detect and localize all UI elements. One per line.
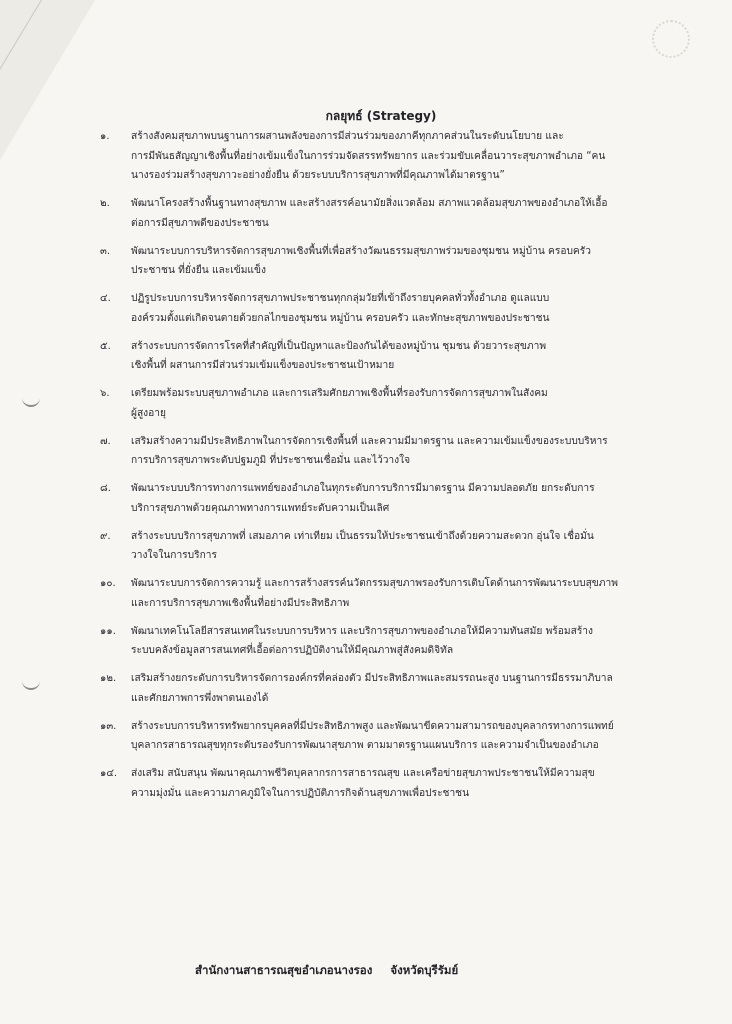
strategy-number: ๑๔. [100,768,118,779]
strategy-text-line: สร้างสังคมสุขภาพบนฐานการผสานพลังของการมีส่วนร่วมของภาคีทุกภาคส่วนในระดับนโยบาย และ [131,131,564,142]
strategy-item [100,127,710,186]
strategy-text-line: ปฏิรูประบบการบริหารจัดการสุขภาพประชาชนทุกกลุ่มวัยที่เข้าถึงรายบุคคลทั่วทั้งอำเภอ ดูแลแบบ [131,293,550,304]
strategy-text-line: วางใจในการบริการ [131,550,217,561]
strategy-number: ๓. [100,245,111,257]
strategy-item [100,764,710,803]
strategy-text-line: พัฒนาระบบบริการทางการแพทย์ของอำเภอในทุกระดับการบริการมีมาตรฐาน มีความปลอดภัย ยกระดับการ [131,483,595,494]
strategy-item [100,194,710,233]
strategy-number: ๗. [100,435,111,447]
strategy-item [100,432,710,471]
strategy-number: ๑๒. [100,673,117,684]
footer-province: จังหวัดบุรีรัมย์ [390,963,459,977]
strategy-item [100,669,710,708]
strategy-text-line: เสริมสร้างยกระดับการบริหารจัดการองค์กรที่คล่องตัว มีประสิทธิภาพและสมรรถนะสูง บนฐานการมีธรรมาภิบาล [131,673,613,684]
footer [195,962,458,980]
strategy-text-line: เชิงพื้นที่ ผสานการมีส่วนร่วมเข้มแข็งของประชาชนเป้าหมาย [131,360,395,371]
strategy-number: ๑๐. [100,578,116,589]
strategy-item [100,384,710,423]
strategy-number: ๒. [100,198,110,209]
strategy-item [100,337,710,376]
strategy-number: ๕. [100,340,111,352]
strategy-number: ๖. [100,388,110,399]
strategy-text-line: สร้างระบบการบริหารทรัพยากรบุคคลที่มีประสิทธิภาพสูง และพัฒนาขีดความสามารถของบุคลากรทางการแพทย์ [131,720,614,732]
strategy-item [100,479,710,518]
strategy-number: ๑๑. [100,625,116,637]
strategy-text-line: ระบบคลังข้อมูลสารสนเทศที่เอื้อต่อการปฏิบัติงานให้มีคุณภาพสู่สังคมดิจิทัล [131,645,454,656]
strategy-item [100,242,710,281]
strategy-text-line: การมีพันธสัญญาเชิงพื้นที่อย่างเข้มแข็งในการร่วมจัดสรรทรัพยากร และร่วมขับเคลื่อนวาระสุขภาพอำเภอ “คน [131,150,606,162]
strategy-number: ๑. [100,131,110,142]
strategy-text-line: เตรียมพร้อมระบบสุขภาพอำเภอ และการเสริมศักยภาพเชิงพื้นที่รองรับการจัดการสุขภาพในสังคม [131,388,548,399]
strategy-text-line: พัฒนาระบบการบริหารจัดการสุขภาพเชิงพื้นที่เพื่อสร้างวัฒนธรรมสุขภาพร่วมของชุมชน หมู่บ้าน ครอบครัว [131,245,591,257]
strategy-text-line: พัฒนาเทคโนโลยีสารสนเทศในระบบการบริหาร และบริการสุขภาพของอำเภอให้มีความทันสมัย พร้อมสร้าง [131,625,593,637]
strategy-text-line: ประชาชน ที่ยั่งยืน และเข้มแข็ง [131,265,266,276]
strategy-number: ๑๓. [100,720,117,732]
strategy-list [100,127,710,812]
strategy-text-line: ต่อการมีสุขภาพดีของประชาชน [131,217,269,229]
folded-corner [0,0,95,160]
strategy-item [100,574,710,613]
strategy-text-line: พัฒนาระบบการจัดการความรู้ และการสร้างสรรค์นวัตกรรมสุขภาพรองรับการเติบโตด้านการพัฒนาระบบสุขภาพ [131,578,618,589]
strategy-text-line: สร้างระบบการจัดการโรคที่สำคัญที่เป็นปัญหาและป้องกันได้ของหมู่บ้าน ชุมชน ด้วยวาระสุขภาพ [131,340,547,352]
strategy-text-line: เสริมสร้างความมีประสิทธิภาพในการจัดการเชิงพื้นที่ และความมีมาตรฐาน และความเข้มแข็งของระบบบริหาร [131,435,608,447]
punch-hole-mark-bottom [22,678,40,690]
strategy-text-line: องค์รวมตั้งแต่เกิดจนตายด้วยกลไกของชุมชน หมู่บ้าน ครอบครัว และทักษะสุขภาพของประชาชน [131,312,550,324]
strategy-item [100,527,710,566]
punch-hole-mark-top [22,395,40,407]
strategy-item [100,289,710,328]
strategy-text-line: ส่งเสริม สนับสนุน พัฒนาคุณภาพชีวิตบุคลากรการสาธารณสุข และเครือข่ายสุขภาพประชาชนให้มีความสุข [131,768,595,779]
strategy-number: ๘. [100,483,111,494]
faint-seal-mark [652,20,690,58]
page-title: กลยุทธ์ (Strategy) [325,109,437,123]
strategy-text-line: พัฒนาโครงสร้างพื้นฐานทางสุขภาพ และสร้างสรรค์อนามัยสิ่งแวดล้อม สภาพแวดล้อมสุขภาพของอำเภอให้เอื้อ [131,198,608,209]
strategy-number: ๔. [100,293,111,304]
strategy-text-line: การบริการสุขภาพระดับปฐมภูมิ ที่ประชาชนเชื่อมั่น และไว้วางใจ [131,455,411,466]
strategy-text-line: ความมุ่งมั่น และความภาคภูมิใจในการปฏิบัติภารกิจด้านสุขภาพเพื่อประชาชน [131,787,470,799]
strategy-number: ๙. [100,530,111,542]
strategy-item [100,717,710,756]
strategy-item [100,622,710,661]
strategy-text-line: และศักยภาพการพึ่งพาตนเองได้ [131,692,269,704]
strategy-text-line: ผู้สูงอายุ [131,407,166,419]
footer-office: สำนักงานสาธารณสุขอำเภอนางรอง [195,963,373,977]
strategy-text-line: สร้างระบบบริการสุขภาพที่ เสมอภาค เท่าเทียม เป็นธรรมให้ประชาชนเข้าถึงด้วยความสะดวก อุ่นใจ เชื่อมั่น [131,530,594,542]
strategy-text-line: บุคลากรสาธารณสุขทุกระดับรองรับการพัฒนาสุขภาพ ตามมาตรฐานแผนบริการ และความจำเป็นของอำเภอ [131,740,599,751]
strategy-text-line: และการบริการสุขภาพเชิงพื้นที่อย่างมีประสิทธิภาพ [131,597,350,609]
strategy-text-line: บริการสุขภาพด้วยคุณภาพทางการแพทย์ระดับความเป็นเลิศ [131,502,390,514]
strategy-text-line: นางรองร่วมสร้างสุขภาวะอย่างยั่งยืน ด้วยระบบบริการสุขภาพที่มีคุณภาพได้มาตรฐาน” [131,170,505,181]
